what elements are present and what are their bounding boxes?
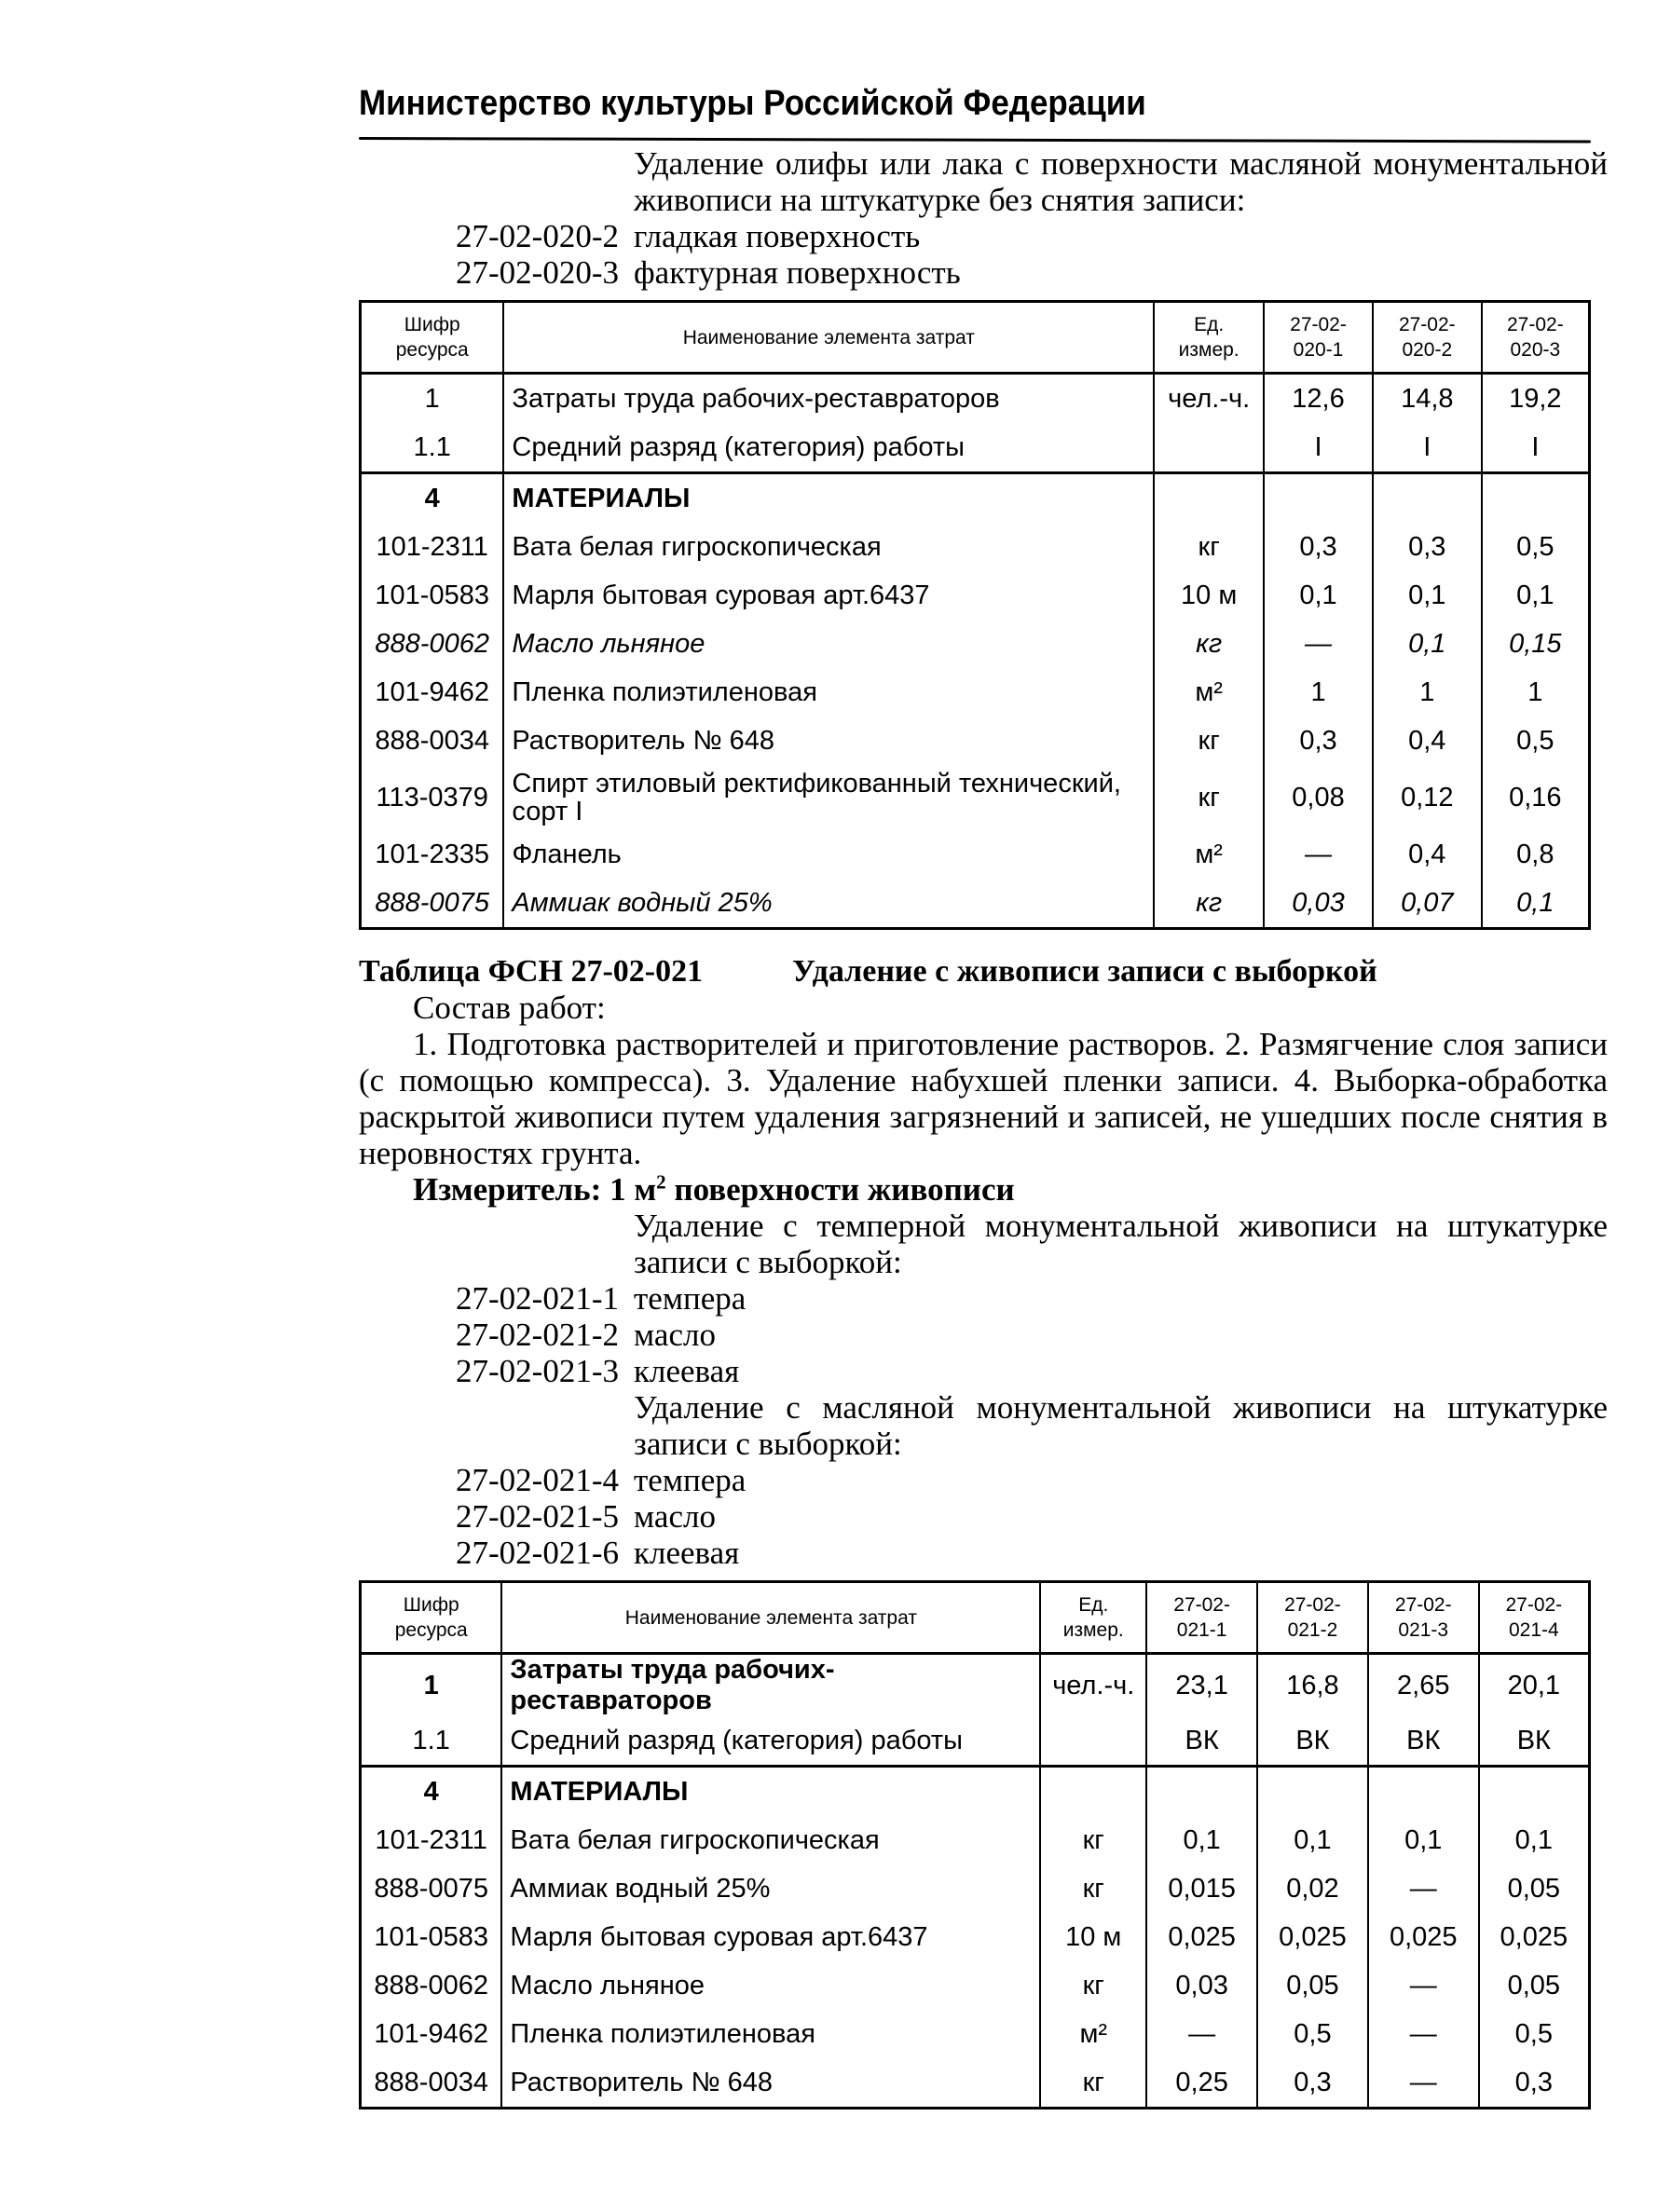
value-cell: 0,5	[1482, 717, 1590, 765]
group2-title: Удаление с масляной монументальной живописи на штукатурке записи с выборкой:	[634, 1389, 1608, 1462]
section1-item	[359, 218, 1608, 254]
table-row	[361, 620, 1590, 668]
value-cell: 0,1	[1257, 1816, 1368, 1864]
code-cell: 888-0062	[361, 1961, 502, 2010]
code-cell: 888-0075	[361, 1864, 502, 1913]
value-cell: —	[1264, 830, 1373, 879]
group2-item	[359, 1535, 1608, 1571]
value-cell: 16,8	[1257, 1654, 1368, 1717]
value-cell: 0,1	[1373, 620, 1482, 668]
unit-cell: м²	[1040, 2010, 1146, 2058]
item-text: темпера	[634, 1280, 746, 1317]
item-code: 27-02-021-4	[456, 1462, 619, 1498]
value-cell: 0,8	[1482, 830, 1590, 879]
item-text: масло	[634, 1498, 716, 1535]
table-row	[361, 2058, 1590, 2109]
table-header-row	[361, 1582, 1590, 1654]
code-cell: 101-9462	[361, 668, 504, 717]
code-cell: 101-0583	[361, 1913, 502, 1961]
name-cell: Затраты труда рабочих-реставраторов	[503, 374, 1154, 424]
value-cell	[1264, 473, 1373, 524]
header-cell: 27-02-021-2	[1257, 1582, 1368, 1654]
table-row	[361, 1961, 1590, 2010]
table-header-row	[361, 302, 1590, 374]
izmeritel-prefix: Измеритель: 1 м	[413, 1171, 657, 1208]
unit-cell	[1040, 1767, 1146, 1817]
value-cell: 0,3	[1264, 717, 1373, 765]
name-cell: Спирт этиловый ректификованный технический, сорт I	[503, 765, 1154, 830]
item-code: 27-02-021-2	[456, 1317, 619, 1353]
group1-item	[359, 1317, 1608, 1353]
value-cell: 0,1	[1264, 571, 1373, 620]
unit-cell: кг	[1154, 765, 1264, 830]
item-code: 27-02-021-5	[456, 1498, 619, 1535]
group2-item	[359, 1498, 1608, 1535]
name-cell: Масло льняное	[503, 620, 1154, 668]
value-cell: 1	[1373, 668, 1482, 717]
value-cell: 0,5	[1482, 523, 1590, 571]
value-cell: ВК	[1479, 1716, 1590, 1767]
value-cell: ВК	[1368, 1716, 1479, 1767]
item-code: 27-02-021-3	[456, 1353, 619, 1389]
value-cell: 0,025	[1479, 1913, 1590, 1961]
item-text: клеевая	[634, 1535, 740, 1571]
table-row	[361, 423, 1590, 473]
header-cell: Шифр ресурса	[361, 1582, 502, 1654]
value-cell: 0,3	[1257, 2058, 1368, 2109]
code-cell: 101-2311	[361, 1816, 502, 1864]
value-cell: 0,5	[1257, 2010, 1368, 2058]
value-cell: 0,03	[1264, 879, 1373, 929]
value-cell: 0,07	[1373, 879, 1482, 929]
value-cell: 0,025	[1146, 1913, 1257, 1961]
value-cell: 23,1	[1146, 1654, 1257, 1717]
table-row	[361, 1716, 1590, 1767]
header-cell: Ед. измер.	[1154, 302, 1264, 374]
section1-intro-text: Удаление олифы или лака с поверхности масляной монументальной живописи на штукатурке без снятия записи:	[634, 145, 1608, 218]
table-row	[361, 2010, 1590, 2058]
unit-cell: кг	[1154, 717, 1264, 765]
header-cell: 27-02-020-3	[1482, 302, 1590, 374]
value-cell: 0,4	[1373, 830, 1482, 879]
izmeritel	[359, 1171, 1608, 1208]
value-cell: 20,1	[1479, 1654, 1590, 1717]
value-cell: 0,02	[1257, 1864, 1368, 1913]
code-cell: 101-9462	[361, 2010, 502, 2058]
unit-cell	[1154, 423, 1264, 473]
header-cell: 27-02-020-2	[1373, 302, 1482, 374]
table-row	[361, 1864, 1590, 1913]
value-cell: —	[1368, 2058, 1479, 2109]
value-cell: 1	[1264, 668, 1373, 717]
name-cell: Фланель	[503, 830, 1154, 879]
item-text: клеевая	[634, 1353, 740, 1389]
norm-table-021	[359, 1580, 1591, 2110]
code-cell: 888-0034	[361, 2058, 502, 2109]
item-code: 27-02-021-1	[456, 1280, 619, 1317]
value-cell: 1	[1482, 668, 1590, 717]
table-row	[361, 717, 1590, 765]
table-row	[361, 571, 1590, 620]
code-cell: 4	[361, 473, 504, 524]
value-cell: 2,65	[1368, 1654, 1479, 1717]
value-cell	[1257, 1767, 1368, 1817]
unit-cell: кг	[1040, 1961, 1146, 2010]
value-cell: 19,2	[1482, 374, 1590, 424]
table-row	[361, 1767, 1590, 1817]
header-cell: 27-02-021-1	[1146, 1582, 1257, 1654]
group1-item	[359, 1353, 1608, 1389]
sostav-text: 1. Подготовка растворителей и приготовление растворов. 2. Размягчение слоя записи (с помощью компресса). 3. Удаление набухшей пленки записи. 4. Выборка-обработка раскрытой живописи путем удаления загрязнений и записей, не ушедших после снятия в неровностях грунта.	[359, 1026, 1608, 1171]
value-cell: 0,5	[1479, 2010, 1590, 2058]
unit-cell: м²	[1154, 830, 1264, 879]
unit-cell: кг	[1154, 879, 1264, 929]
value-cell: I	[1482, 423, 1590, 473]
table-caption	[359, 954, 1608, 990]
header-cell: Ед. измер.	[1040, 1582, 1146, 1654]
norm-table-020	[359, 300, 1591, 930]
value-cell: —	[1368, 1864, 1479, 1913]
value-cell: 0,03	[1146, 1961, 1257, 2010]
value-cell: I	[1373, 423, 1482, 473]
value-cell: —	[1368, 1961, 1479, 2010]
value-cell: 0,025	[1257, 1913, 1368, 1961]
name-cell: МАТЕРИАЛЫ	[501, 1767, 1040, 1817]
item-code: 27-02-020-2	[456, 218, 619, 254]
value-cell: ВК	[1257, 1716, 1368, 1767]
code-cell: 888-0034	[361, 717, 504, 765]
header-cell: 27-02-020-1	[1264, 302, 1373, 374]
name-cell: Средний разряд (категория) работы	[503, 423, 1154, 473]
value-cell: 0,08	[1264, 765, 1373, 830]
table-row	[361, 830, 1590, 879]
group1-title: Удаление с темперной монументальной живописи на штукатурке записи с выборкой:	[634, 1208, 1608, 1280]
section1-intro	[359, 145, 1608, 291]
table-row	[361, 1654, 1590, 1717]
value-cell: 12,6	[1264, 374, 1373, 424]
name-cell: Растворитель № 648	[503, 717, 1154, 765]
code-cell: 888-0075	[361, 879, 504, 929]
value-cell: 0,1	[1482, 571, 1590, 620]
code-cell: 888-0062	[361, 620, 504, 668]
unit-cell: 10 м	[1154, 571, 1264, 620]
item-text: гладкая поверхность	[634, 218, 921, 254]
name-cell: Вата белая гигроскопическая	[501, 1816, 1040, 1864]
code-cell: 113-0379	[361, 765, 504, 830]
group2-item	[359, 1462, 1608, 1498]
value-cell: 0,05	[1257, 1961, 1368, 2010]
value-cell: 0,25	[1146, 2058, 1257, 2109]
page-header-title: Министерство культуры Российской Федерации	[359, 84, 1146, 123]
name-cell: Масло льняное	[501, 1961, 1040, 2010]
unit-cell: м²	[1154, 668, 1264, 717]
unit-cell: кг	[1040, 1816, 1146, 1864]
table-caption-id: Таблица ФСН 27-02-021	[359, 954, 704, 989]
name-cell: Аммиак водный 25%	[503, 879, 1154, 929]
table-caption-title: Удаление с живописи записи с выборкой	[792, 954, 1377, 989]
value-cell: I	[1264, 423, 1373, 473]
value-cell: 0,05	[1479, 1961, 1590, 2010]
value-cell: 0,3	[1373, 523, 1482, 571]
name-cell: Марля бытовая суровая арт.6437	[501, 1913, 1040, 1961]
section1-item	[359, 254, 1608, 291]
code-cell: 1.1	[361, 1716, 502, 1767]
header-cell: Шифр ресурса	[361, 302, 504, 374]
value-cell: 0,015	[1146, 1864, 1257, 1913]
code-cell: 101-0583	[361, 571, 504, 620]
value-cell: 0,15	[1482, 620, 1590, 668]
value-cell: 0,4	[1373, 717, 1482, 765]
value-cell	[1479, 1767, 1590, 1817]
table-row	[361, 374, 1590, 424]
value-cell: 0,3	[1264, 523, 1373, 571]
table-row	[361, 523, 1590, 571]
table-row	[361, 765, 1590, 830]
unit-cell	[1154, 473, 1264, 524]
value-cell: ВК	[1146, 1716, 1257, 1767]
value-cell: 0,3	[1479, 2058, 1590, 2109]
value-cell: —	[1146, 2010, 1257, 2058]
header-cell: 27-02-021-3	[1368, 1582, 1479, 1654]
unit-cell: кг	[1154, 620, 1264, 668]
header-rule	[359, 137, 1591, 143]
name-cell: Марля бытовая суровая арт.6437	[503, 571, 1154, 620]
value-cell: —	[1368, 2010, 1479, 2058]
unit-cell: кг	[1040, 2058, 1146, 2109]
item-text: масло	[634, 1317, 716, 1353]
item-code: 27-02-021-6	[456, 1535, 619, 1571]
value-cell: 0,1	[1482, 879, 1590, 929]
value-cell	[1482, 473, 1590, 524]
code-cell: 1	[361, 374, 504, 424]
name-cell: Вата белая гигроскопическая	[503, 523, 1154, 571]
code-cell: 101-2311	[361, 523, 504, 571]
table-row	[361, 1816, 1590, 1864]
group1-item	[359, 1280, 1608, 1317]
value-cell: 0,16	[1482, 765, 1590, 830]
sostav-label: Состав работ:	[413, 990, 606, 1026]
value-cell	[1368, 1767, 1479, 1817]
table-row	[361, 1913, 1590, 1961]
value-cell: 0,12	[1373, 765, 1482, 830]
izmeritel-suffix: поверхности живописи	[665, 1171, 1015, 1208]
table-row	[361, 668, 1590, 717]
unit-cell: чел.-ч.	[1040, 1654, 1146, 1717]
code-cell: 1	[361, 1654, 502, 1717]
header-cell: Наименование элемента затрат	[501, 1582, 1040, 1654]
value-cell: 0,05	[1479, 1864, 1590, 1913]
name-cell: Пленка полиэтиленовая	[503, 668, 1154, 717]
name-cell: Средний разряд (категория) работы	[501, 1716, 1040, 1767]
unit-cell: кг	[1154, 523, 1264, 571]
header-cell: 27-02-021-4	[1479, 1582, 1590, 1654]
value-cell	[1146, 1767, 1257, 1817]
value-cell: —	[1264, 620, 1373, 668]
item-text: темпера	[634, 1462, 746, 1498]
name-cell: Затраты труда рабочих-реставраторов	[501, 1654, 1040, 1717]
item-code: 27-02-020-3	[456, 254, 619, 291]
table-row	[361, 473, 1590, 524]
unit-cell: чел.-ч.	[1154, 374, 1264, 424]
code-cell: 1.1	[361, 423, 504, 473]
unit-cell	[1040, 1716, 1146, 1767]
unit-cell: кг	[1040, 1864, 1146, 1913]
value-cell: 14,8	[1373, 374, 1482, 424]
code-cell: 4	[361, 1767, 502, 1817]
value-cell: 0,1	[1368, 1816, 1479, 1864]
unit-cell: 10 м	[1040, 1913, 1146, 1961]
name-cell: Пленка полиэтиленовая	[501, 2010, 1040, 2058]
name-cell: Аммиак водный 25%	[501, 1864, 1040, 1913]
name-cell: Растворитель № 648	[501, 2058, 1040, 2109]
value-cell: 0,025	[1368, 1913, 1479, 1961]
value-cell: 0,1	[1146, 1816, 1257, 1864]
table-row	[361, 879, 1590, 929]
value-cell: 0,1	[1479, 1816, 1590, 1864]
header-cell: Наименование элемента затрат	[503, 302, 1154, 374]
document-page	[359, 84, 1608, 2110]
value-cell: 0,1	[1373, 571, 1482, 620]
izmeritel-sup: 2	[656, 1170, 666, 1194]
code-cell: 101-2335	[361, 830, 504, 879]
name-cell: МАТЕРИАЛЫ	[503, 473, 1154, 524]
value-cell	[1373, 473, 1482, 524]
item-text: фактурная поверхность	[634, 254, 961, 291]
